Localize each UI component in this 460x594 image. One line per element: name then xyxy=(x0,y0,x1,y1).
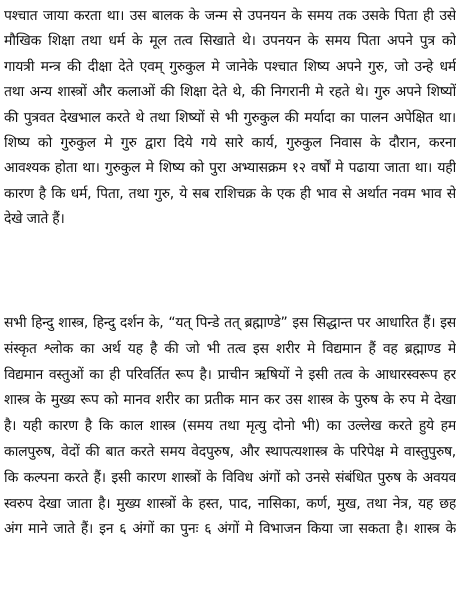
text-line: कि कल्पना करते हैं। इसी कारण शास्त्रों के विविध अंगों को उनसे संबंधित पुरुष के अवयव xyxy=(4,469,456,486)
paragraph-shastra-purusha xyxy=(4,311,456,543)
paragraph-guru-shishya xyxy=(4,4,456,233)
text-line: संस्कृत श्लोक का अर्थ यह है की जो भी तत्व इस शरीर मे विद्यमान हैं वह ब्रह्माण्ड मे xyxy=(4,340,456,357)
text-line: कारण है कि धर्म, पिता, तथा गुरु, ये सब राशिचक्र के एक ही भाव से अर्थात नवम भाव से xyxy=(4,185,456,202)
text-line: पश्चात जाया करता था। उस बालक के जन्म से उपनयन के समय तक उसके पिता ही उसे xyxy=(4,8,456,24)
text-line: आवश्यक होता था। गुरुकुल मे शिष्य को पुरा अभ्यासक्रम १२ वर्षों मे पढाया जाता था। यही xyxy=(4,160,456,177)
text-line: मौखिक शिक्षा तथा धर्म के मूल तत्व सिखाते थे। उपनयन के समय पिता अपने पुत्र को xyxy=(4,33,456,50)
text-line: कालपुरुष, वेदों की बात करते समय वेदपुरुष, और स्थापत्यशास्त्र के परिपेक्ष मे वास्तुपुरुष, xyxy=(4,443,456,460)
text-line: है। यही कारण है कि काल शास्त्र (समय तथा मृत्यु दोनो भी) का उल्लेख करते हुये हम xyxy=(4,418,456,435)
text-line: तथा अन्य शास्त्रों और कलाओं की शिक्षा देते थे, की निगरानी मे रहते थे। गुरु अपने शिष्यों xyxy=(4,84,456,101)
text-line: गायत्री मन्त्र की दीक्षा देते एवम् गुरुकुल मे जानेके पश्चात शिष्य अपने गुरु, जो उन्हे धर्म xyxy=(4,58,456,75)
text-line: सभी हिन्दु शास्त्र, हिन्दु दर्शन के, “यत् पिन्डे तत् ब्रह्माण्डे” इस सिद्धान्त पर आधारित हैं। इस xyxy=(4,315,456,331)
text-line: शिष्य को गुरुकुल मे गुरु द्वारा दिये गये सारे कार्य, गुरुकुल निवास के दौरान, करना xyxy=(4,134,456,151)
text-line: स्वरुप देखा जाता है। मुख्य शास्त्रों के हस्त, पाद, नासिका, कर्ण, मुख, तथा नेत्र, यह छह xyxy=(4,495,456,512)
text-line: की पुत्रवत देखभाल करते थे तथा शिष्यों से भी गुरुकुल की मर्यादा का पालन अपेक्षित था। xyxy=(4,109,456,126)
text-line: विद्यमान वस्तुओं का ही परिवर्तित रूप है। प्राचीन ऋषियों ने इसी तत्व के आधारस्वरूप हर xyxy=(4,366,456,383)
text-line: शास्त्र के मुख्य रूप को मानव शरीर का प्रतीक मान कर उस शास्त्र के पुरुष के रुप मे देखा xyxy=(4,392,456,409)
text-line: देखे जाते हैं। xyxy=(4,211,65,228)
text-line: अंग माने जाते हैं। इन ६ अंगों का पुनः ६ अंगों मे विभाजन किया जा सकता है। शास्त्र के xyxy=(4,521,456,538)
